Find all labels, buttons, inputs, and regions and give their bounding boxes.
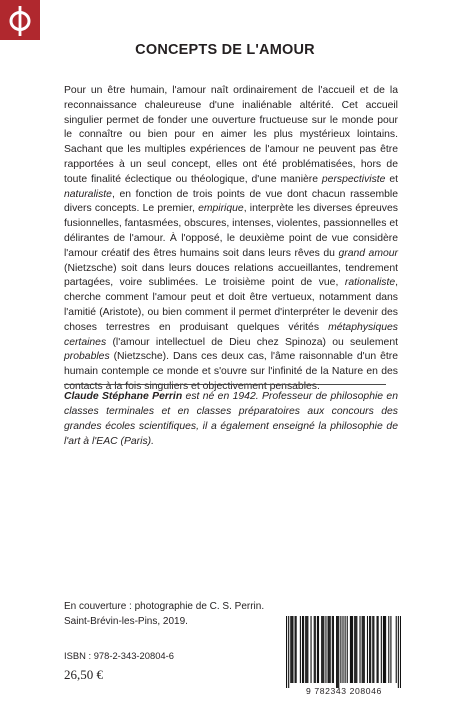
summary-emphasis: rationaliste (344, 277, 396, 289)
separator-rule (64, 384, 386, 385)
summary-paragraph (64, 84, 398, 395)
summary-text: , interprète les diverses épreuves fusionnelles, fantasmées, obscures, intenses, violentes, passionnelles et délirantes de l'amour. À l'opposé, le deuxième point de vue considère l'amour créatif des êtres humains soit dans leurs rêves du (64, 203, 398, 259)
summary-text: (Nietzsche). Dans ces deux cas, l'âme raisonnable d'un être humain contemple ce monde et s'ouvre sur l'infinité de la Nature en des contacts à la fois singuliers et objectivement pensables. (64, 351, 398, 392)
barcode-number: 9 782343 208046 (306, 686, 382, 696)
price: 26,50 € (64, 667, 103, 682)
phi-logo-icon (0, 0, 40, 40)
summary-text: , en fonction de trois points de vue dont chacun rassemble divers concepts. Le premier, (64, 188, 398, 215)
barcode-bars-icon (286, 616, 401, 688)
cover-credit (64, 600, 324, 629)
author-bio-text: est né en 1942. Professeur de philosophie en classes terminales et en classes préparatoires aux concours des grandes écoles scientifiques, il a également enseigné la philosophie de l'art à l'EAC (Paris). (64, 391, 398, 447)
summary-text: (l'amour intellectuel de Dieu chez Spinoza) ou seulement (106, 336, 398, 348)
cover-credit-line1: En couverture : photographie de C. S. Perrin. (64, 601, 265, 612)
barcode (286, 616, 401, 688)
summary-text: et (385, 173, 398, 185)
summary-emphasis: naturaliste (64, 188, 112, 200)
publisher-logo (0, 0, 40, 40)
summary-emphasis: empirique (198, 203, 244, 215)
summary-text: Pour un être humain, l'amour naît ordinairement de l'accueil et de la reconnaissance chaleureuse d'une inaliénable altérité. Cet accueil singulier permet de fonder une ouverture fructueuse sur le monde pour le connaître ou bien pour en aimer les plus mystérieux lointains. Sachant que les multiples expériences de l'amour ne peuvent pas être rapportées à un seul concept, elles ont été problématisées, hors de toute finalité éclectique ou théologique, d'une manière (64, 85, 398, 185)
summary-emphasis: métaphysiques certaines (64, 321, 398, 348)
summary-emphasis: grand amour (338, 247, 398, 259)
isbn: ISBN : 978-2-343-20804-6 (64, 650, 174, 661)
author-name: Claude Stéphane Perrin (64, 391, 183, 402)
book-title: CONCEPTS DE L'AMOUR (135, 42, 315, 58)
summary-emphasis: perspectiviste (321, 173, 386, 185)
summary-emphasis: probables (64, 351, 110, 363)
author-biography (64, 390, 398, 450)
cover-credit-line2: Saint-Brévin-les-Pins, 2019. (64, 615, 188, 627)
summary-text: (Nietzsche) soit dans leurs douces relations accueillantes, tendrement partagées, voire sublimées. Le troisième point de vue, (64, 262, 398, 289)
back-cover-summary (64, 84, 398, 395)
summary-text: , cherche comment l'amour peut et doit être vertueux, notamment dans l'amitié (Aristote), ou bien comment il permet d'interpréter le devenir des choses terrestres en produisant quelques vérités (64, 277, 398, 333)
